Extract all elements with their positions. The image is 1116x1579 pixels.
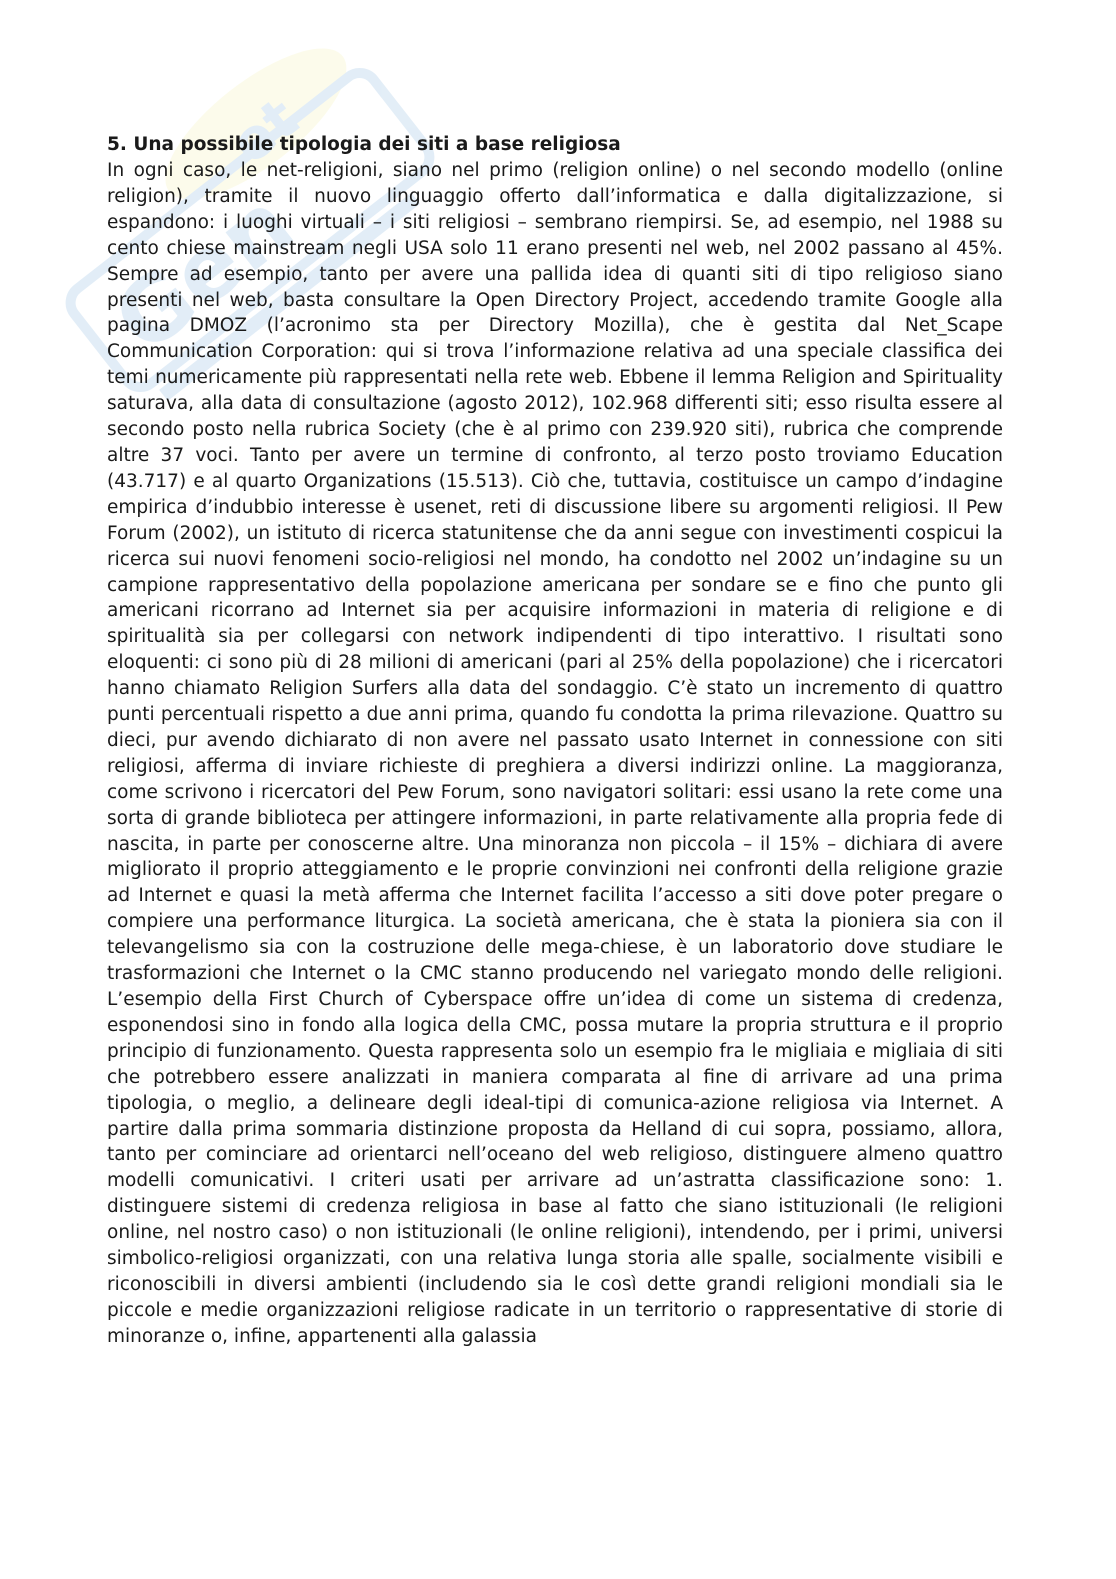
svg-text:Gen: Gen xyxy=(94,171,312,373)
document-page xyxy=(107,132,1003,1350)
svg-text:et: et xyxy=(219,85,311,178)
body-paragraph: In ogni caso, le net-religioni, siano nel primo (religion online) o nel secondo modello (online religion), tramite il nuovo linguaggio offerto dall’informatica e dalla digitalizzazione, si espandono: i luoghi virtuali – i siti religiosi – sembrano riempirsi. Se, ad esempio, nel 1988 su cento chiese mainstream negli USA solo 11 erano presenti nel web, nel 2002 passano al 45%. Sempre ad esempio, tanto per avere una pallida idea di quanti siti di tipo religioso siano presenti nel web, basta consultare la Open Directory Project, accedendo tramite Google alla pagina DMOZ (l’acronimo sta per Directory Mozilla), che è gestita dal Net_Scape Communication Corporation: qui si trova l’informazione relativa ad una speciale classifica dei temi numericamente più rappresentati nella rete web. Ebbene il lemma Religion and Spirituality saturava, alla data di consultazione (agosto 2012), 102.968 differenti siti; esso risulta essere al secondo posto nella rubrica Society (che è al primo con 239.920 siti), rubrica che comprende altre 37 voci. Tanto per avere un termine di confronto, al terzo posto troviamo Education (43.717) e al quarto Organizations (15.513). Ciò che, tuttavia, costituisce un campo d’indagine empirica d’indubbio interesse è usenet, reti di discussione libere su argomenti religiosi. Il Pew Forum (2002), un istituto di ricerca statunitense che da anni segue con investimenti cospicui la ricerca sui nuovi fenomeni socio-religiosi nel mondo, ha condotto nel 2002 un’indagine su un campione rappresentativo della popolazione americana per sondare se e fino che punto gli americani ricorrano ad Internet sia per acquisire informazioni in materia di religione e di spiritualità sia per collegarsi con network indipendenti di tipo interattivo. I risultati sono eloquenti: ci sono più di 28 milioni di americani (pari al 25% della popolazione) che i ricercatori hanno chiamato Religion Surfers alla data del sondaggio. C’è stato un incremento di quattro punti percentuali rispetto a due anni prima, quando fu condotta la prima rilevazione. Quattro su dieci, pur avendo dichiarato di non avere nel passato usato Internet in connessione con siti religiosi, afferma di inviare richieste di preghiera a diversi indirizzi online. La maggioranza, come scrivono i ricercatori del Pew Forum, sono navigatori solitari: essi usano la rete come una sorta di grande biblioteca per attingere informazioni, in parte relativamente alla propria fede di nascita, in parte per conoscerne altre. Una minoranza non piccola – il 15% – dichiara di avere migliorato il proprio atteggiamento e le proprie convinzioni nei confronti della religione grazie ad Internet e quasi la metà afferma che Internet facilita l’accesso a siti dove poter pregare o compiere una performance liturgica. La società americana, che è stata la pioniera sia con il televangelismo sia con la costruzione delle mega-chiese, è un laboratorio dove studiare le trasformazioni che Internet o la CMC stanno producendo nel variegato mondo delle religioni. L’esempio della First Church of Cyberspace offre un’idea di come un sistema di credenza, esponendosi sino in fondo alla logica della CMC, possa mutare la propria struttura e il proprio principio di funzionamento. Questa rappresenta solo un esempio fra le migliaia e migliaia di siti che potrebbero essere analizzati in maniera comparata al fine di arrivare ad una prima tipologia, o meglio, a delineare degli ideal-tipi di comunica-azione religiosa via Internet. A partire dalla prima sommaria distinzione proposta da Helland di cui sopra, possiamo, allora, tanto per cominciare ad orientarci nell’oceano del web religioso, distinguere almeno quattro modelli comunicativi. I criteri usati per arrivare ad un’astratta classificazione sono: 1. distinguere sistemi di credenza religiosa in base al fatto che siano istituzionali (le religioni online, nel nostro caso) o non istituzionali (le online religioni), intendendo, per i primi, universi simbolico-religiosi organizzati, con una relativa lunga storia alle spalle, socialmente visibili e riconoscibili in diversi ambienti (includendo sia le così dette grandi religioni mondiali sia le piccole e medie organizzazioni religiose radicate in un territorio o rappresentative di storie di minoranze o, infine, appartenenti alla galassia xyxy=(107,160,1003,1347)
section-heading: 5. Una possibile tipologia dei siti a base religiosa xyxy=(107,134,621,155)
